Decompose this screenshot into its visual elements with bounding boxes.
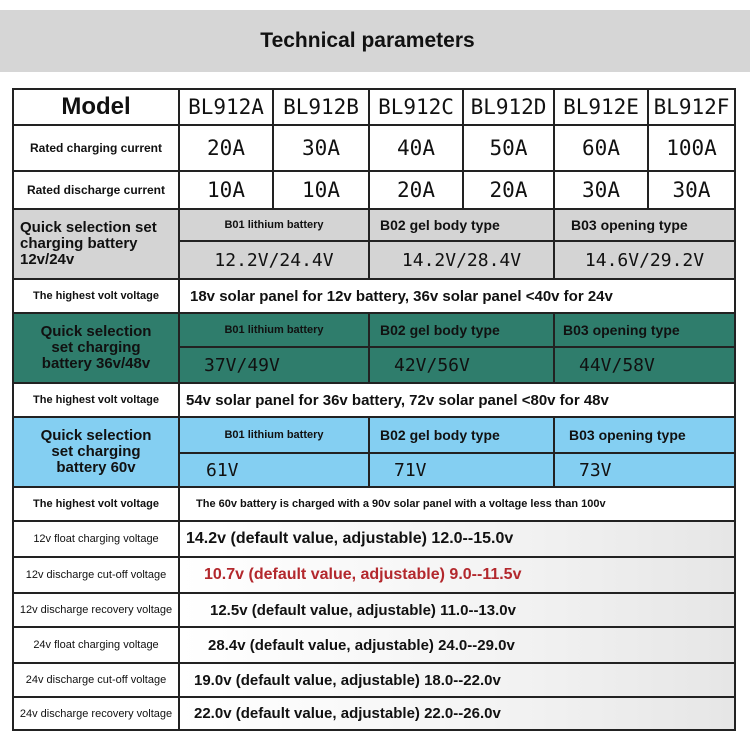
battery-type-b02: B02 gel body type [368, 208, 555, 242]
model-label: Model [12, 88, 180, 126]
page-title: Technical parameters [260, 29, 475, 52]
rated-discharge-value: 10A [272, 170, 370, 210]
setting-label: 12v float charging voltage [12, 520, 180, 558]
charge-voltage-b02: 71V [368, 452, 555, 488]
quick-selection-36-48-label: Quick selection set charging battery 36v/48v [12, 312, 180, 384]
charge-voltage-b03: 73V [553, 452, 736, 488]
setting-value: 14.2v (default value, adjustable) 12.0--15.0v [178, 520, 736, 558]
battery-type-b03: B03 opening type [553, 208, 736, 242]
quick-selection-12-24-label: Quick selection set charging battery 12v/24v [12, 208, 180, 280]
rated-discharge-value: 10A [178, 170, 274, 210]
rated-charging-value: 50A [462, 124, 555, 172]
rated-discharge-value: 30A [553, 170, 649, 210]
setting-value: 22.0v (default value, adjustable) 22.0--26.0v [178, 696, 736, 731]
battery-type-b03: B03 opening type [553, 312, 736, 348]
highest-volt-label: The highest volt voltage [12, 382, 180, 418]
highest-volt-value: 18v solar panel for 12v battery, 36v solar panel <40v for 24v [178, 278, 736, 314]
battery-type-b01: B01 lithium battery [178, 416, 370, 454]
charge-voltage-b01: 12.2V/24.4V [178, 240, 370, 280]
battery-type-b02: B02 gel body type [368, 312, 555, 348]
model-header: BL912F [647, 88, 736, 126]
model-header: BL912E [553, 88, 649, 126]
battery-type-b02: B02 gel body type [368, 416, 555, 454]
rated-discharge-value: 20A [368, 170, 464, 210]
model-header: BL912D [462, 88, 555, 126]
setting-label: 24v float charging voltage [12, 626, 180, 664]
rated-charging-value: 30A [272, 124, 370, 172]
battery-type-b03: B03 opening type [553, 416, 736, 454]
model-header: BL912A [178, 88, 274, 126]
charge-voltage-b03: 14.6V/29.2V [553, 240, 736, 280]
rated-discharge-value: 20A [462, 170, 555, 210]
rated-charging-value: 100A [647, 124, 736, 172]
model-header: BL912C [368, 88, 464, 126]
charge-voltage-b02: 42V/56V [368, 346, 555, 384]
charge-voltage-b01: 37V/49V [178, 346, 370, 384]
rated-charging-value: 20A [178, 124, 274, 172]
setting-value-highlight: 10.7v (default value, adjustable) 9.0--11.5v [178, 556, 736, 594]
setting-value: 12.5v (default value, adjustable) 11.0--13.0v [178, 592, 736, 628]
setting-value: 28.4v (default value, adjustable) 24.0--29.0v [178, 626, 736, 664]
rated-discharge-value: 30A [647, 170, 736, 210]
charge-voltage-b02: 14.2V/28.4V [368, 240, 555, 280]
charge-voltage-b01: 61V [178, 452, 370, 488]
setting-label: 12v discharge recovery voltage [12, 592, 180, 628]
highest-volt-value: The 60v battery is charged with a 90v solar panel with a voltage less than 100v [178, 486, 736, 522]
setting-value: 19.0v (default value, adjustable) 18.0--22.0v [178, 662, 736, 698]
battery-type-b01: B01 lithium battery [178, 312, 370, 348]
highest-volt-label: The highest volt voltage [12, 486, 180, 522]
setting-label: 24v discharge cut-off voltage [12, 662, 180, 698]
highest-volt-value: 54v solar panel for 36v battery, 72v solar panel <80v for 48v [178, 382, 736, 418]
model-header: BL912B [272, 88, 370, 126]
setting-label: 24v discharge recovery voltage [12, 696, 180, 731]
rated-charging-value: 60A [553, 124, 649, 172]
quick-selection-60-label: Quick selection set charging battery 60v [12, 416, 180, 488]
rated-charging-value: 40A [368, 124, 464, 172]
rated-discharge-label: Rated discharge current [12, 170, 180, 210]
setting-label: 12v discharge cut-off voltage [12, 556, 180, 594]
highest-volt-label: The highest volt voltage [12, 278, 180, 314]
charge-voltage-b03: 44V/58V [553, 346, 736, 384]
battery-type-b01: B01 lithium battery [178, 208, 370, 242]
rated-charging-label: Rated charging current [12, 124, 180, 172]
